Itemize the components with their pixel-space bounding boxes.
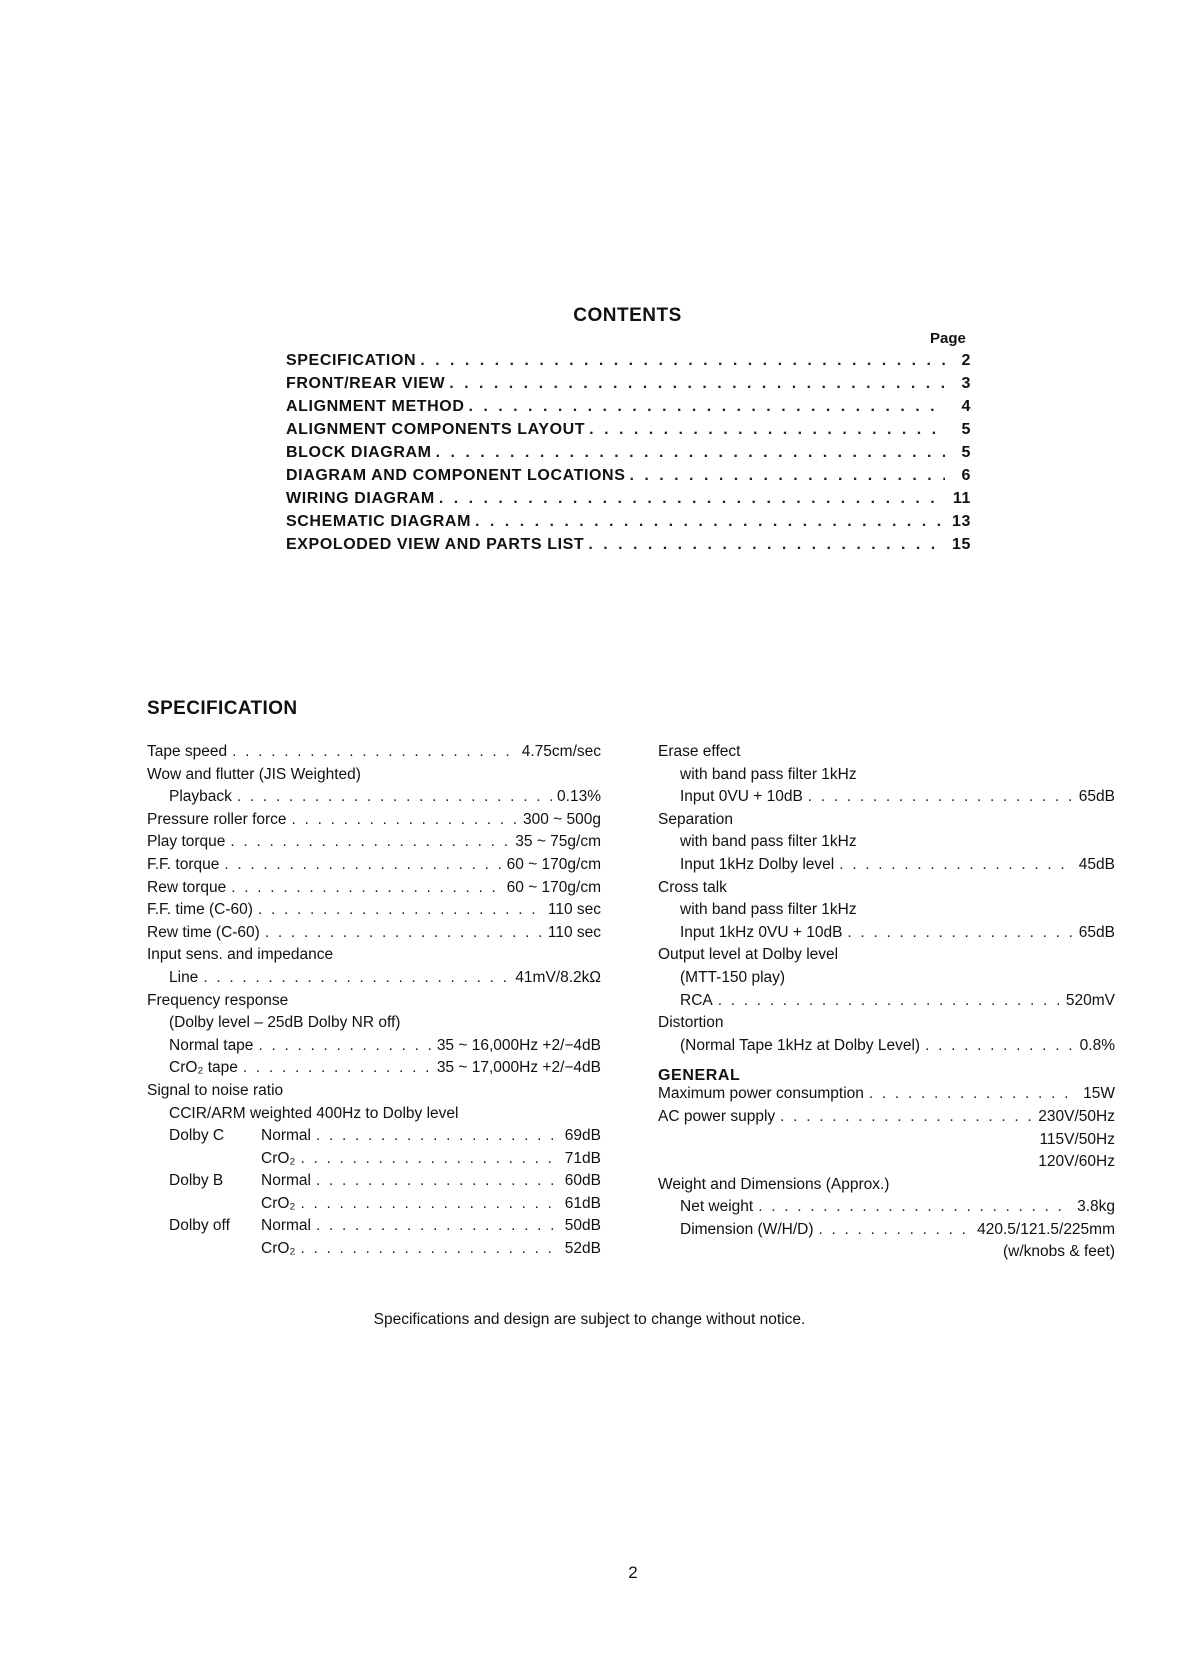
dot-leader [237, 788, 552, 806]
tape-type: Normal [261, 1127, 311, 1145]
spec-row-play-torque [147, 833, 601, 856]
spec-label: Dolby off [169, 1217, 230, 1235]
toc-entry[interactable] [286, 352, 971, 375]
spec-note: (w/knobs & feet) [1003, 1243, 1115, 1261]
spec-label: (Normal Tape 1kHz at Dolby Level) [680, 1036, 921, 1054]
spec-value [437, 1059, 601, 1077]
spec-label: Dimension (W/H/D) [680, 1220, 814, 1238]
toc-entry-label: FRONT/REAR VIEW [286, 375, 446, 392]
spec-label: Playback [169, 788, 232, 806]
spec-label: F.F. torque [147, 855, 220, 873]
spec-value: 110 sec [547, 923, 601, 941]
freq-range: 35 ~ 17,000Hz [436, 1059, 539, 1077]
dot-leader [316, 1172, 560, 1190]
dot-leader [839, 856, 1074, 874]
spec-row-cro2-tape [147, 1059, 601, 1082]
spec-row-distortion-cond [658, 1037, 1115, 1060]
spec-row-rew-torque [147, 879, 601, 902]
toc-entry-page: 13 [952, 513, 971, 530]
toc-entry[interactable] [286, 398, 971, 421]
toc-entry-page: 11 [952, 490, 971, 507]
dot-leader [439, 490, 945, 508]
spec-value: 0.8% [1079, 1036, 1115, 1054]
dot-leader [869, 1085, 1078, 1103]
spec-value: 15W [1083, 1085, 1115, 1103]
dot-leader [475, 513, 945, 531]
spec-row-erase-sub [658, 766, 1115, 789]
spec-label: Erase effect [658, 743, 741, 760]
dot-leader [203, 969, 510, 987]
spec-row-ff-torque [147, 856, 601, 879]
spec-value: 110 sec [547, 901, 601, 919]
tape-type: Normal [261, 1172, 311, 1190]
spec-label: Distortion [658, 1014, 724, 1032]
spec-row-net-weight [658, 1198, 1115, 1221]
table-of-contents [286, 352, 971, 559]
spec-value: 71dB [564, 1149, 601, 1167]
spec-value: 69dB [564, 1127, 601, 1145]
tape-type: CrO₂ [261, 1194, 296, 1212]
dot-leader [420, 352, 945, 370]
spec-row-ac-supply-2 [658, 1131, 1115, 1154]
spec-value: 120V/60Hz [1038, 1153, 1115, 1171]
dot-leader [925, 1037, 1075, 1055]
tolerance: +2/−4dB [542, 1059, 601, 1077]
general-heading: GENERAL [658, 1067, 741, 1085]
spec-label: Dolby C [169, 1127, 225, 1145]
spec-label: Wow and flutter (JIS Weighted) [147, 765, 361, 783]
spec-row-ff-time [147, 901, 601, 924]
tape-type: CrO₂ [261, 1240, 296, 1258]
toc-entry-label: DIAGRAM AND COMPONENT LOCATIONS [286, 467, 626, 484]
spec-row-output-level [658, 946, 1115, 969]
spec-row-dolby-off-cro2 [147, 1240, 601, 1263]
spec-row-output-level-cond [658, 992, 1115, 1015]
toc-entry-label: EXPOLODED VIEW AND PARTS LIST [286, 536, 585, 553]
spec-label: CrO₂ tape [169, 1059, 238, 1077]
spec-label: Maximum power consumption [658, 1085, 864, 1103]
spec-row-normal-tape [147, 1037, 601, 1060]
spec-row-input-sens [147, 946, 601, 969]
spec-label: (MTT-150 play) [680, 968, 786, 986]
spec-label: AC power supply [658, 1107, 776, 1125]
page-number: 2 [628, 1563, 638, 1582]
tape-type: Normal [261, 1217, 311, 1235]
tolerance: +2/−4dB [542, 1036, 601, 1054]
spec-label: Play torque [147, 833, 226, 851]
spec-row-playback [147, 788, 601, 811]
spec-label: Separation [658, 810, 733, 828]
spec-value [437, 1037, 601, 1055]
dot-leader [588, 536, 945, 554]
spec-label: with band pass filter 1kHz [680, 765, 857, 783]
spec-value: 50dB [564, 1217, 601, 1235]
dot-leader [300, 1150, 559, 1168]
dot-leader [258, 901, 543, 919]
spec-row-pressure-roller [147, 811, 601, 834]
spec-row-dimension [658, 1221, 1115, 1244]
spec-label: Rew time (C-60) [147, 923, 260, 941]
toc-entry-page: 5 [961, 421, 971, 438]
toc-entry-page: 4 [961, 398, 971, 415]
spec-label: Line [169, 968, 199, 986]
spec-label: RCA [680, 991, 713, 1009]
spec-label: Signal to noise ratio [147, 1081, 284, 1099]
spec-row-freq-response [147, 992, 601, 1015]
spec-row-dolby-b-normal [147, 1172, 601, 1195]
toc-entry-label: SCHEMATIC DIAGRAM [286, 513, 472, 530]
spec-value: 60 ~ 170g/cm [506, 878, 601, 896]
spec-label: Output level at Dolby level [658, 946, 839, 964]
spec-label: Weight and Dimensions (Approx.) [658, 1175, 890, 1193]
spec-value: 420.5/121.5/225mm [977, 1220, 1115, 1238]
dot-leader [316, 1217, 560, 1235]
toc-entry-label: BLOCK DIAGRAM [286, 444, 432, 461]
spec-value: 520mV [1065, 991, 1115, 1009]
spec-row-cross-talk-cond [658, 924, 1115, 947]
dot-leader [449, 375, 945, 393]
spec-row-cross-talk-sub [658, 901, 1115, 924]
spec-row-cross-talk [658, 879, 1115, 902]
dot-leader [718, 992, 1061, 1010]
tape-type: CrO₂ [261, 1149, 296, 1167]
dot-leader [232, 743, 517, 761]
toc-entry[interactable] [286, 513, 971, 536]
spec-row-separation-sub [658, 833, 1115, 856]
specification-heading: SPECIFICATION [147, 698, 298, 719]
spec-row-snr [147, 1082, 601, 1105]
spec-value: 60dB [564, 1172, 601, 1190]
spec-row-dolby-c-cro2 [147, 1150, 601, 1173]
spec-row-dolby-level [147, 1014, 601, 1037]
toc-entry[interactable] [286, 444, 971, 467]
dot-leader [468, 398, 945, 416]
spec-value: 3.8kg [1077, 1198, 1115, 1216]
spec-label: Pressure roller force [147, 810, 287, 828]
dot-leader [589, 421, 945, 439]
spec-label: with band pass filter 1kHz [680, 833, 857, 851]
spec-row-tape-speed [147, 743, 601, 766]
spec-row-ccir [147, 1105, 601, 1128]
spec-value: 65dB [1078, 788, 1115, 806]
dot-leader [231, 879, 501, 897]
spec-label: CCIR/ARM weighted 400Hz to Dolby level [169, 1104, 459, 1122]
dot-leader [258, 1037, 431, 1055]
spec-value: 60 ~ 170g/cm [506, 855, 601, 873]
spec-row-dolby-c-normal [147, 1127, 601, 1150]
toc-entry[interactable] [286, 490, 971, 513]
spec-value: 52dB [564, 1240, 601, 1258]
dot-leader [847, 924, 1073, 942]
spec-row-ac-supply-3 [658, 1153, 1115, 1176]
spec-left-column [147, 743, 601, 1263]
spec-label: with band pass filter 1kHz [680, 901, 857, 919]
toc-entry-label: ALIGNMENT COMPONENTS LAYOUT [286, 421, 586, 438]
spec-value: 115V/50Hz [1039, 1130, 1115, 1148]
spec-label: Cross talk [658, 878, 727, 896]
toc-entry-page: 15 [952, 536, 971, 553]
spec-label: (Dolby level – 25dB Dolby NR off) [169, 1014, 401, 1032]
toc-entry[interactable] [286, 536, 971, 559]
toc-entry-label: WIRING DIAGRAM [286, 490, 435, 507]
spec-row-dolby-b-cro2 [147, 1195, 601, 1218]
spec-row-distortion [658, 1014, 1115, 1037]
toc-entry-page: 2 [961, 352, 971, 369]
spec-row-separation-cond [658, 856, 1115, 879]
spec-value: 65dB [1078, 923, 1115, 941]
spec-label: Input 0VU + 10dB [680, 788, 803, 806]
spec-row-separation [658, 811, 1115, 834]
toc-entry-label: SPECIFICATION [286, 352, 417, 369]
toc-entry-page: 3 [961, 375, 971, 392]
toc-entry-page: 6 [961, 467, 971, 484]
spec-label: F.F. time (C-60) [147, 901, 253, 919]
spec-label: Rew torque [147, 878, 227, 896]
spec-value: 41mV/8.2kΩ [515, 968, 601, 986]
toc-page-column-header: Page [930, 330, 966, 347]
toc-entry[interactable] [286, 375, 971, 398]
spec-value: 45dB [1078, 855, 1115, 873]
dot-leader [758, 1198, 1072, 1216]
dot-leader [808, 788, 1074, 806]
toc-entry[interactable] [286, 421, 971, 444]
dot-leader [300, 1240, 559, 1258]
spec-label: Frequency response [147, 991, 289, 1009]
spec-row-output-level-sub [658, 969, 1115, 992]
spec-value: 4.75cm/sec [521, 743, 601, 760]
dot-leader [436, 444, 945, 462]
spec-footnote: Specifications and design are subject to change without notice. [373, 1311, 806, 1328]
dot-leader [230, 833, 510, 851]
spec-value: 35 ~ 75g/cm [515, 833, 601, 851]
spec-value: 0.13% [557, 788, 601, 806]
spec-label: Input 1kHz 0VU + 10dB [680, 923, 843, 941]
spec-row-ac-supply [658, 1108, 1115, 1131]
toc-entry-page: 5 [961, 444, 971, 461]
spec-right-column [658, 743, 1115, 1266]
dot-leader [316, 1127, 560, 1145]
spec-row-weight-dim [658, 1176, 1115, 1199]
spec-label: Dolby B [169, 1172, 224, 1190]
toc-entry[interactable] [286, 467, 971, 490]
spec-row-erase [658, 743, 1115, 766]
dot-leader [300, 1195, 559, 1213]
dot-leader [243, 1059, 432, 1077]
toc-entry-label: ALIGNMENT METHOD [286, 398, 465, 415]
spec-value: 230V/50Hz [1038, 1107, 1115, 1125]
spec-label: Input sens. and impedance [147, 946, 334, 964]
spec-row-line [147, 969, 601, 992]
spec-row-power [658, 1085, 1115, 1108]
spec-label: Input 1kHz Dolby level [680, 855, 835, 873]
spec-row-erase-cond [658, 788, 1115, 811]
spec-row-rew-time [147, 924, 601, 947]
spec-row-wow-flutter [147, 766, 601, 789]
spec-value: 61dB [564, 1194, 601, 1212]
dot-leader [818, 1221, 972, 1239]
spec-row-dolby-off-normal [147, 1217, 601, 1240]
spec-label: Net weight [680, 1198, 754, 1216]
dot-leader [292, 811, 518, 829]
spec-row-dimension-note [658, 1243, 1115, 1266]
contents-title: CONTENTS [573, 305, 682, 326]
spec-label: Tape speed [147, 743, 228, 760]
dot-leader [629, 467, 945, 485]
dot-leader [265, 924, 543, 942]
spec-label: Normal tape [169, 1036, 254, 1054]
spec-value: 300 ~ 500g [522, 810, 601, 828]
dot-leader [780, 1108, 1033, 1126]
freq-range: 35 ~ 16,000Hz [436, 1036, 539, 1054]
dot-leader [224, 856, 501, 874]
